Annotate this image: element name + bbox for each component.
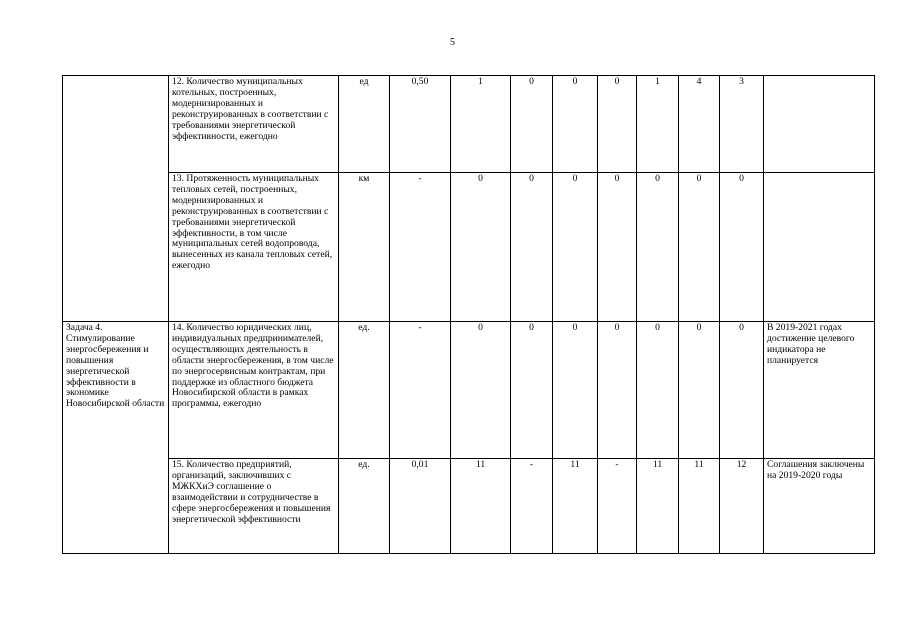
value-cell: - xyxy=(390,173,451,322)
unit-cell: ед xyxy=(339,76,390,173)
value-cell: 0 xyxy=(598,173,637,322)
note-cell xyxy=(764,76,875,173)
value-cell: 1 xyxy=(637,76,679,173)
value-cell: 0 xyxy=(637,173,679,322)
value-cell: 0 xyxy=(598,76,637,173)
table-row xyxy=(63,459,875,554)
value-cell: 11 xyxy=(553,459,598,554)
value-cell: 0 xyxy=(637,322,679,459)
unit-cell: ед. xyxy=(339,322,390,459)
value-cell: 4 xyxy=(679,76,720,173)
note-cell: В 2019-2021 годах достижение целевого индикатора не планируется xyxy=(764,322,875,459)
value-cell: 11 xyxy=(679,459,720,554)
value-cell: 0 xyxy=(553,173,598,322)
value-cell: 3 xyxy=(720,76,764,173)
value-cell: 0 xyxy=(511,322,553,459)
value-cell: 11 xyxy=(451,459,511,554)
table-row xyxy=(63,76,875,173)
value-cell: 0 xyxy=(451,173,511,322)
table-row xyxy=(63,173,875,322)
value-cell: 11 xyxy=(637,459,679,554)
unit-cell: км xyxy=(339,173,390,322)
note-cell xyxy=(764,173,875,322)
value-cell: 0 xyxy=(553,322,598,459)
value-cell: 0 xyxy=(511,76,553,173)
value-cell: 0 xyxy=(679,322,720,459)
indicator-cell: 13. Протяженность муниципальных тепловых сетей, построенных, модернизированных и реконструированных в соответствии с требованиями энергетической эффективности, в том числе муниципальных сетей водопровода, вынесенных из канала тепловых сетей, ежегодно xyxy=(169,173,339,322)
value-cell: 0 xyxy=(511,173,553,322)
table-row xyxy=(63,322,875,459)
value-cell: 0,01 xyxy=(390,459,451,554)
page-number: 5 xyxy=(450,37,455,48)
value-cell: 12 xyxy=(720,459,764,554)
value-cell: - xyxy=(390,322,451,459)
task-cell xyxy=(63,76,169,322)
value-cell: 0 xyxy=(720,322,764,459)
value-cell: 0 xyxy=(720,173,764,322)
indicators-table xyxy=(62,75,875,554)
indicator-cell: 15. Количество предприятий, организаций, заключивших с МЖКХиЭ соглашение о взаимодействии и сотрудничестве в сфере энергосбережения и повышения энергетической эффективности xyxy=(169,459,339,554)
indicator-cell: 14. Количество юридических лиц, индивидуальных предпринимателей, осуществляющих деятельность в области энергосбережения, в том числе по энергосервисным контрактам, при поддержке из областного бюджета Новосибирской области в рамках программы, ежегодно xyxy=(169,322,339,459)
note-cell: Соглашения заключены на 2019-2020 годы xyxy=(764,459,875,554)
value-cell: 0 xyxy=(553,76,598,173)
value-cell: 0 xyxy=(598,322,637,459)
indicator-cell: 12. Количество муниципальных котельных, построенных, модернизированных и реконструированных в соответствии с требованиями энергетической эффективности, ежегодно xyxy=(169,76,339,173)
value-cell: - xyxy=(511,459,553,554)
value-cell: 0,50 xyxy=(390,76,451,173)
value-cell: - xyxy=(598,459,637,554)
unit-cell: ед. xyxy=(339,459,390,554)
value-cell: 0 xyxy=(451,322,511,459)
value-cell: 0 xyxy=(679,173,720,322)
task-cell: Задача 4. Стимулирование энергосбережения и повышения энергетической эффективности в экономике Новосибирской области xyxy=(63,322,169,554)
value-cell: 1 xyxy=(451,76,511,173)
